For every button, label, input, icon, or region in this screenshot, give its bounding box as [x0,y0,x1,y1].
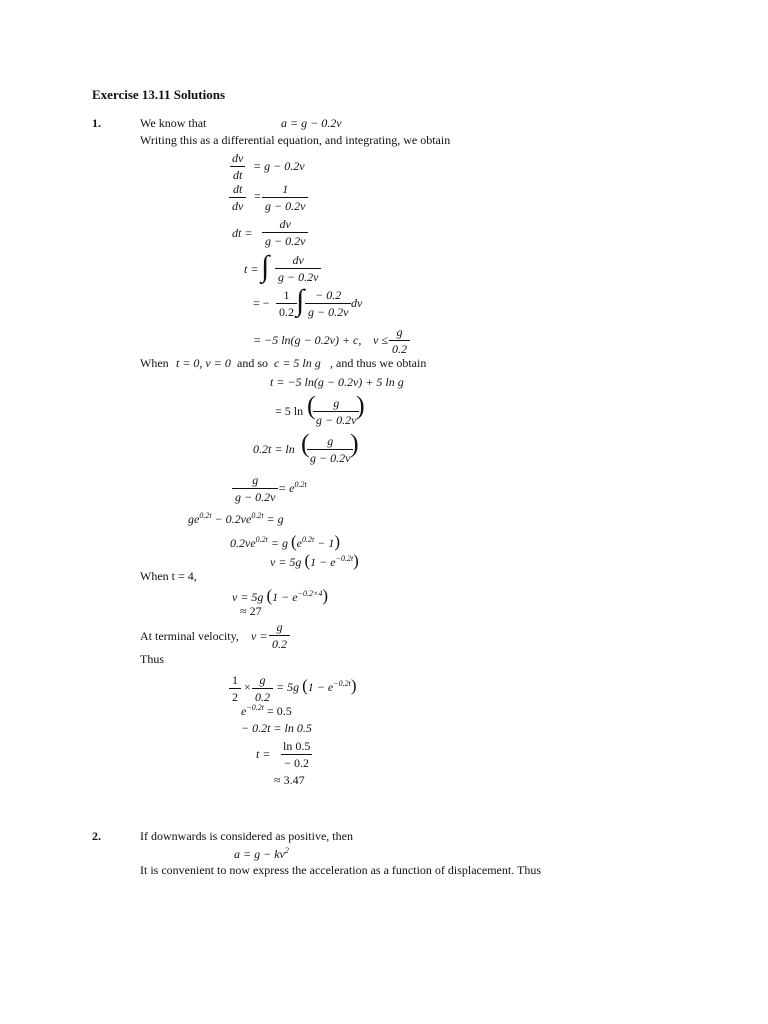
terminal-v: v = [251,629,268,643]
neg-coefficient-fraction: $\frac{1}{0.2}$ [276,289,297,318]
problem-2-number: 2. [92,829,101,843]
approx-347: ≈ 3.47 [274,773,305,787]
v4-line: v = 5g $(1 - e^{-0.2\times 4})$ [232,586,329,605]
problem-1-number: 1. [92,116,101,130]
neg-integrand-fraction: $\frac{- 0.2}{g - 0.2v}$ [305,289,351,318]
right-paren-icon: ) [350,429,359,458]
half-fraction: $\frac{1}{2}$ [229,674,241,703]
problem-2-text: It is convenient to now express the acceleration as a function of displacement. Thus [140,863,541,877]
ln-condition-fraction: $\frac{g}{0.2}$ [389,326,410,355]
terminal-velocity-text: At terminal velocity, [140,629,239,643]
page-title: Exercise 13.11 Solutions [92,87,226,102]
when-line-1-tail: , and thus we obtain [330,356,427,370]
t4-lhs: 0.2t = ln [253,442,295,456]
e1-fraction: $\frac{g}{g - 0.2v}$ [232,474,278,503]
problem-1-intro: We know that [140,116,207,130]
problem-1-text: Writing this as a differential equation, and integrating, we obtain [140,133,451,147]
problem-2-equation: $a = g - kv^2$ [234,846,289,861]
problem-1-given-equation: a = g − 0.2v [281,116,342,130]
times-sign: × [244,680,251,694]
neg-dv: dv [351,296,363,310]
half-rhs: = 5g $(1 - e^{-0.2t})$ [276,676,357,695]
integral-sign-icon: ∫ [296,284,305,317]
t3-lhs: = 5 ln [275,404,304,418]
approx-27: ≈ 27 [240,604,262,618]
neg-lhs: = − [253,296,270,310]
dtdv-fraction: $\frac{dt}{dv}$ [229,183,246,212]
dvdt-rhs: = g − 0.2v [253,159,305,173]
dvdt-fraction: $\frac{dv}{dt}$ [229,152,246,181]
problem-2-intro: If downwards is considered as positive, then [140,829,353,843]
t-final-lhs: t = [256,747,271,761]
ln-condition: v ≤ [373,333,388,347]
t4-fraction: $\frac{g}{g - 0.2v}$ [307,435,353,464]
t-fraction: $\frac{dv}{g - 0.2v}$ [275,254,321,283]
e4-line: v = 5g $(1 - e^{-0.2t})$ [270,551,359,570]
when-line-1: When [140,356,169,370]
dtdv-equals: = [254,189,261,203]
when-line-4: When t = 4, [140,569,197,583]
t-lhs: t = [244,262,259,276]
e3-line: $0.2ve^{0.2t} = g$ $(e^{0.2t} - 1)$ [230,532,341,551]
t-final-fraction: $\frac{\ln 0.5}{- 0.2}$ [283,739,311,770]
when-line-1-condition: t = 0, v = 0 [176,356,231,370]
left-paren-icon: ( [301,429,310,458]
e2-line: $ge^{0.2t} - 0.2ve^{0.2t} = g$ [188,511,284,526]
dt-lhs: dt = [232,226,253,240]
dtdv-rhs-fraction: $\frac{1}{g - 0.2v}$ [262,183,308,212]
t-solution-line: t = −5 ln(g − 0.2v) + 5 ln g [270,375,404,389]
half-g-fraction: $\frac{g}{0.2}$ [252,674,273,703]
right-paren-icon: ) [356,391,365,420]
when-line-1-constant: c = 5 ln g [274,356,321,370]
integral-sign-icon: ∫ [261,250,270,283]
left-paren-icon: ( [307,391,316,420]
e1-rhs: = $e^{0.2t}$ [278,480,307,495]
ln-half-line: − 0.2t = ln 0.5 [241,721,312,735]
exp-line: $e^{-0.2t} = 0.5$ [241,703,292,718]
dt-fraction: $\frac{dv}{g - 0.2v}$ [262,218,308,247]
when-line-1-and-so: and so [237,356,268,370]
t3-fraction: $\frac{g}{g - 0.2v}$ [313,397,359,426]
thus-text: Thus [140,652,164,666]
ln-line: = −5 ln(g − 0.2v) + c, [253,333,362,347]
terminal-fraction: $\frac{g}{0.2}$ [269,621,290,650]
